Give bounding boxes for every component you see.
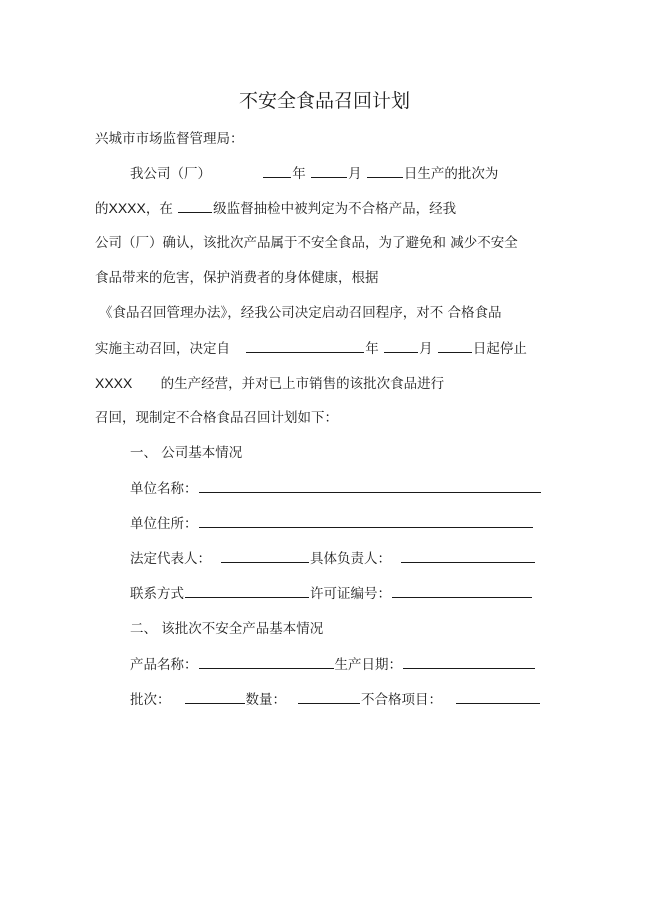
level-blank[interactable] [178,198,212,213]
stop-month-blank[interactable] [384,338,418,353]
text-zai: ，在 [145,201,173,217]
batch-field[interactable] [185,689,245,704]
unit-name-field[interactable] [199,478,541,493]
paragraph-line-4: 食品带来的危害，保护消费者的身体健康，根据 [95,270,379,286]
person-in-charge-field[interactable] [401,548,535,563]
unit-name-row [130,478,542,499]
stop-day-blank[interactable] [438,338,472,353]
paragraph-line-5: 《食品召回管理办法》，经我公司决定启动召回程序，对不 合格食品 [99,305,502,321]
person-in-charge-label: 具体负责人： [310,551,391,567]
batch-row [130,689,541,710]
license-number-field[interactable] [392,583,532,598]
paragraph-line-6 [95,338,527,359]
stop-intro-text: 实施主动召回，决定自 [95,341,230,357]
business-text: 的生产经营，并对已上市销售的该批次食品进行 [160,376,445,392]
production-date-field[interactable] [403,654,535,669]
license-number-label: 许可证编号： [310,586,391,602]
nonconforming-items-field[interactable] [456,689,540,704]
unit-address-field[interactable] [199,513,533,528]
month-label: 月 [348,166,362,182]
addressee: 兴城市市场监督管理局： [95,131,244,147]
year-label: 年 [292,166,306,182]
product-row [130,654,536,675]
unit-address-label: 单位住所： [130,516,198,532]
intro-text: 我公司（厂） [130,166,211,182]
xxxx-placeholder: XXXX [108,200,146,216]
month-blank[interactable] [311,163,347,178]
legal-rep-label: 法定代表人： [130,551,211,567]
year-blank[interactable] [263,163,291,178]
representative-row [130,548,536,569]
paragraph-line-3: 公司（厂）确认，该批次产品属于不安全食品，为了避免和 减少不安全 [95,235,518,251]
paragraph-line-2 [95,198,456,219]
stop-year-blank[interactable] [246,338,364,353]
batch-label: 批次： [130,692,171,708]
section-2-heading: 二、 该批次不安全产品基本情况 [130,621,324,637]
legal-rep-field[interactable] [221,548,309,563]
paragraph-line-1 [130,163,498,184]
paragraph-line-8: 召回，现制定不合格食品召回计划如下： [95,410,338,426]
contact-field[interactable] [185,583,309,598]
production-date-label: 生产日期： [334,657,402,673]
day-text: 日生产的批次为 [403,166,499,182]
product-name-field[interactable] [199,654,334,669]
contact-row [130,583,533,604]
day-blank[interactable] [367,163,403,178]
xxxx-placeholder-2: XXXX [95,375,133,391]
stop-month-label: 月 [419,341,433,357]
text-de: 的 [95,201,109,217]
unit-address-row [130,513,534,534]
product-name-label: 产品名称： [130,657,198,673]
stop-year-label: 年 [365,341,379,357]
quantity-label: 数量： [245,692,286,708]
level-text: 级监督抽检中被判定为不合格产品，经我 [213,201,457,217]
section-1-heading: 一、 公司基本情况 [130,445,243,461]
nonconforming-items-label: 不合格项目： [361,692,442,708]
quantity-field[interactable] [298,689,360,704]
paragraph-line-7 [95,373,444,394]
document-title: 不安全食品召回计划 [238,90,410,112]
stop-day-text: 日起停止 [472,341,527,357]
contact-label: 联系方式 [130,586,184,602]
unit-name-label: 单位名称： [130,481,198,497]
